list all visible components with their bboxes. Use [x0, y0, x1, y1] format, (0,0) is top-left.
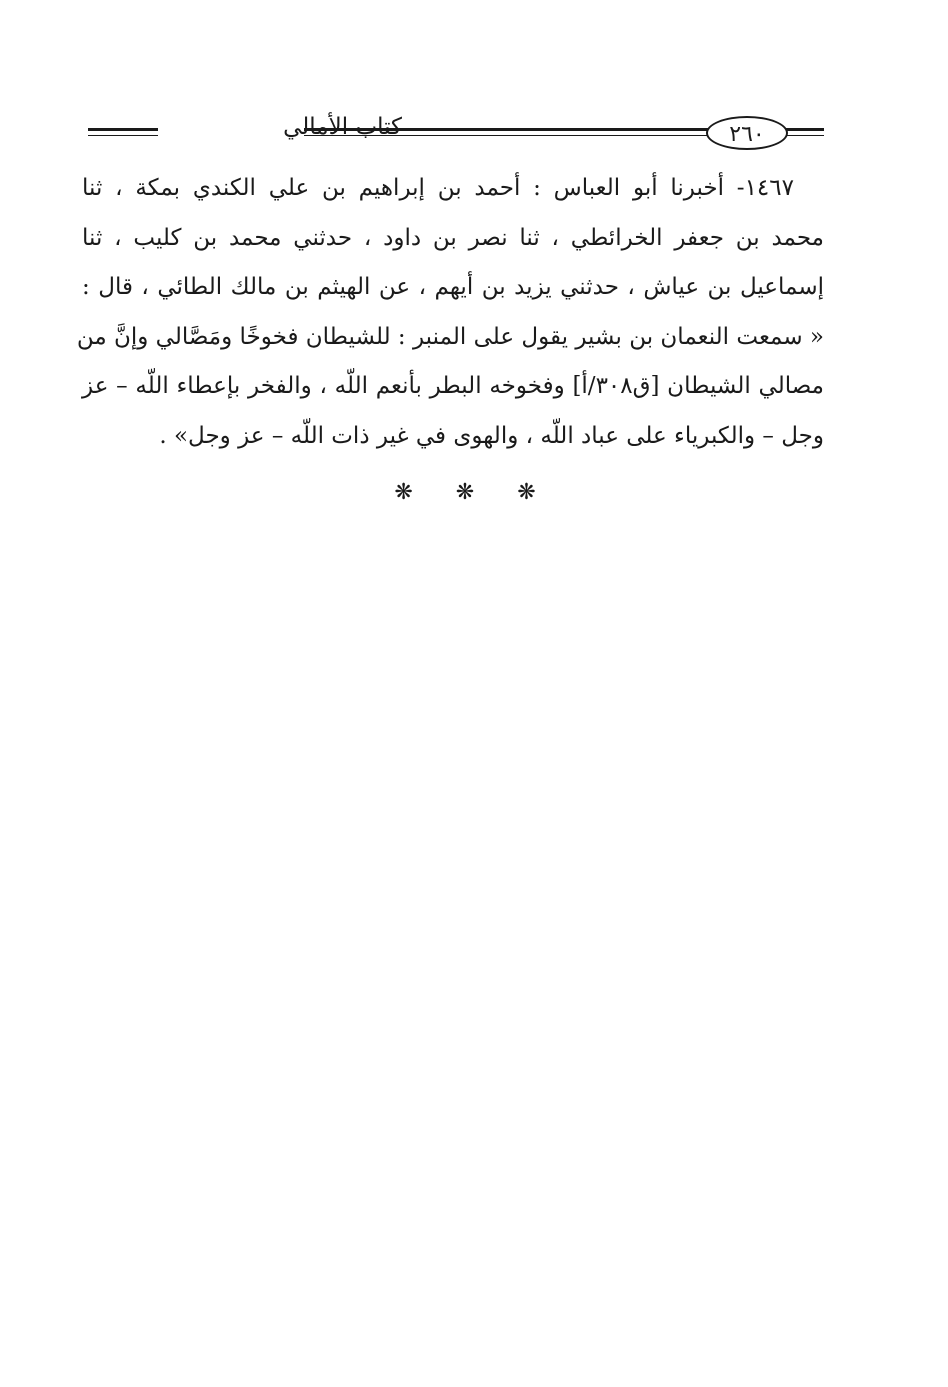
header-rule-middle-thin	[304, 135, 708, 136]
text-line: وجل – والكبرياء على عباد اللّه ، والهوى في غير ذات اللّه – عز وجل» .	[159, 422, 824, 449]
header-rule-right	[786, 128, 824, 131]
page-number: ٢٦٠	[706, 116, 788, 150]
hadith-paragraph	[76, 164, 825, 461]
header-rule-right-thin	[786, 135, 824, 136]
book-title: كتاب الأمالي	[283, 114, 402, 140]
text-line: « سمعت النعمان بن بشير يقول على المنبر : للشيطان فخوخًا ومَصَّالي وإنَّ من	[76, 323, 824, 350]
header-rule-left-thin	[88, 135, 158, 136]
header-rule-middle	[304, 128, 708, 131]
section-separator: ❋ ❋ ❋	[394, 480, 554, 505]
text-line: مصالي الشيطان [ق٣٠٨/أ] وفخوخه البطر بأنعم اللّه ، والفخر بإعطاء اللّه – عز	[82, 373, 825, 399]
text-line: ١٤٦٧- أخبرنا أبو العباس : أحمد بن إبراهيم بن علي الكندي بمكة ، ثنا	[82, 175, 794, 201]
header-rule-left	[88, 128, 158, 131]
text-line: محمد بن جعفر الخرائطي ، ثنا نصر بن داود ، حدثني محمد بن كليب ، ثنا	[82, 224, 824, 251]
text-line: إسماعيل بن عياش ، حدثني يزيد بن أيهم ، عن الهيثم بن مالك الطائي ، قال :	[82, 274, 824, 300]
running-header	[82, 112, 824, 156]
